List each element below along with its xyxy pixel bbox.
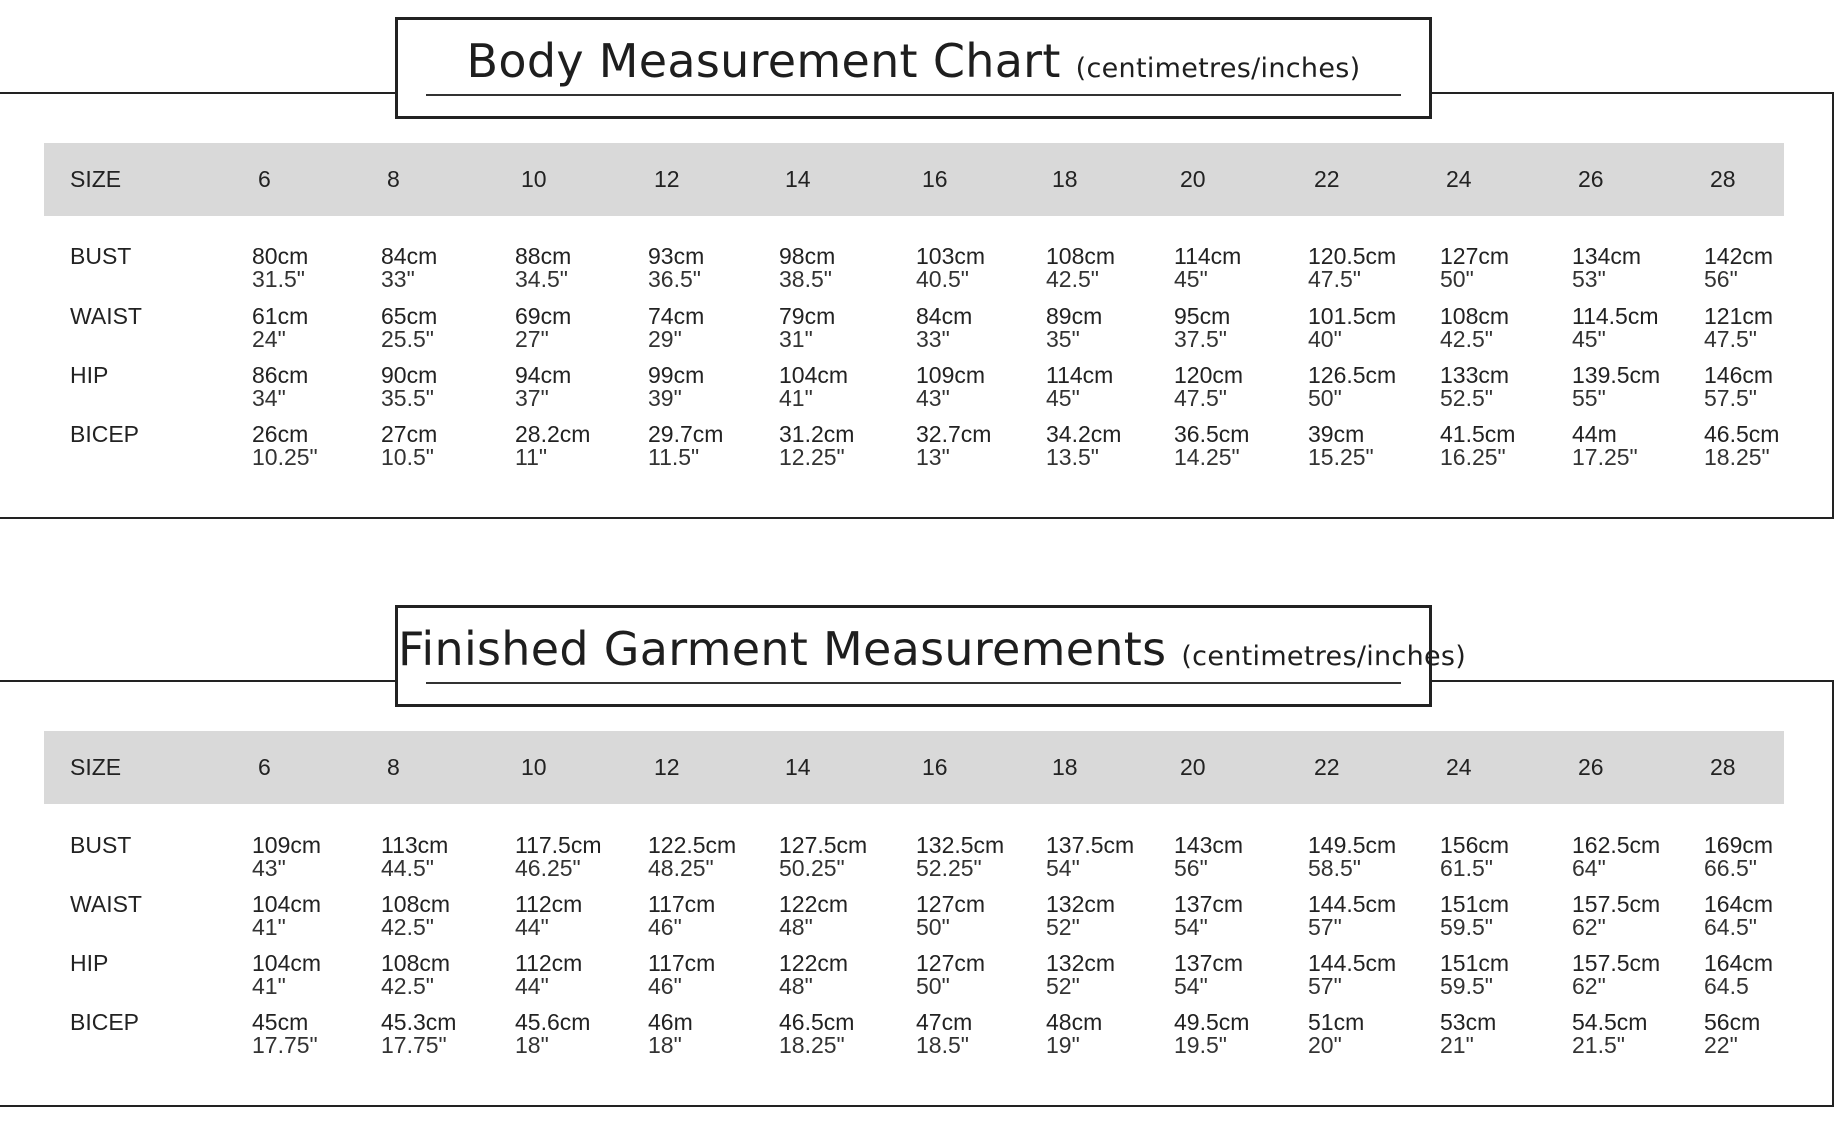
inch-value: 41" <box>252 914 286 940</box>
garment-cell-bust-18 <box>1046 834 1134 880</box>
garment-size-22: 22 <box>1314 754 1340 780</box>
garment-cell-waist-18 <box>1046 893 1115 939</box>
cm-value: 36.5cm <box>1174 421 1250 447</box>
garment-cell-bicep-10 <box>515 1011 590 1057</box>
cm-value: 45.6cm <box>515 1009 591 1035</box>
cm-value: 108cm <box>381 891 451 917</box>
body-row-label-bicep: BICEP <box>70 421 140 447</box>
cm-value: 151cm <box>1440 891 1510 917</box>
inch-value: 44" <box>515 914 549 940</box>
inch-value: 35.5" <box>381 385 434 411</box>
cm-value: 98cm <box>779 243 836 269</box>
inch-value: 19" <box>1046 1032 1080 1058</box>
inch-value: 34.5" <box>515 266 568 292</box>
cm-value: 44m <box>1572 421 1617 447</box>
inch-value: 62" <box>1572 973 1606 999</box>
inch-value: 52.25" <box>916 855 982 881</box>
inch-value: 45" <box>1174 266 1208 292</box>
inch-value: 17.25" <box>1572 444 1638 470</box>
inch-value: 35" <box>1046 326 1080 352</box>
inch-value: 46.25" <box>515 855 581 881</box>
cm-value: 127cm <box>1440 243 1510 269</box>
cm-value: 137cm <box>1174 950 1244 976</box>
garment-cell-bust-12 <box>648 834 736 880</box>
garment-cell-waist-6 <box>252 893 321 939</box>
inch-value: 36.5" <box>648 266 701 292</box>
cm-value: 122cm <box>779 891 849 917</box>
cm-value: 108cm <box>1440 303 1510 329</box>
garment-cell-hip-20 <box>1174 952 1243 998</box>
cm-value: 45cm <box>252 1009 309 1035</box>
cm-value: 133cm <box>1440 362 1510 388</box>
cm-value: 46m <box>648 1009 693 1035</box>
inch-value: 47.5" <box>1308 266 1361 292</box>
cm-value: 127.5cm <box>779 832 868 858</box>
garment-size-10: 10 <box>521 754 547 780</box>
cm-value: 46.5cm <box>1704 421 1780 447</box>
inch-value: 18.25" <box>779 1032 845 1058</box>
cm-value: 34.2cm <box>1046 421 1122 447</box>
cm-value: 26cm <box>252 421 309 447</box>
cm-value: 29.7cm <box>648 421 724 447</box>
inch-value: 45" <box>1572 326 1606 352</box>
garment-cell-waist-14 <box>779 893 848 939</box>
garment-cell-bicep-6 <box>252 1011 318 1057</box>
cm-value: 46.5cm <box>779 1009 855 1035</box>
inch-value: 11" <box>515 444 548 470</box>
cm-value: 103cm <box>916 243 986 269</box>
garment-cell-waist-28 <box>1704 893 1773 939</box>
inch-value: 66.5" <box>1704 855 1757 881</box>
cm-value: 121cm <box>1704 303 1774 329</box>
cm-value: 86cm <box>252 362 309 388</box>
garment-cell-waist-12 <box>648 893 715 939</box>
garment-cell-hip-24 <box>1440 952 1509 998</box>
cm-value: 117.5cm <box>515 832 602 858</box>
inch-value: 18.25" <box>1704 444 1770 470</box>
garment-size-16: 16 <box>922 754 948 780</box>
inch-value: 40.5" <box>916 266 969 292</box>
inch-value: 47.5" <box>1704 326 1757 352</box>
body-row-label-hip: HIP <box>70 362 109 388</box>
inch-value: 50" <box>916 973 950 999</box>
garment-size-18: 18 <box>1052 754 1078 780</box>
garment-cell-bicep-28 <box>1704 1011 1760 1057</box>
garment-chart-title <box>398 622 1467 676</box>
inch-value: 48" <box>779 914 813 940</box>
cm-value: 114.5cm <box>1572 303 1659 329</box>
garment-row-label-waist: WAIST <box>70 891 142 917</box>
inch-value: 50" <box>1308 385 1342 411</box>
cm-value: 132.5cm <box>916 832 1005 858</box>
cm-value: 65cm <box>381 303 438 329</box>
cm-value: 99cm <box>648 362 705 388</box>
cm-value: 162.5cm <box>1572 832 1661 858</box>
body-title-underline <box>426 94 1401 96</box>
cm-value: 94cm <box>515 362 572 388</box>
garment-cell-bicep-22 <box>1308 1011 1364 1057</box>
cm-value: 93cm <box>648 243 705 269</box>
inch-value: 12.25" <box>779 444 845 470</box>
cm-value: 156cm <box>1440 832 1510 858</box>
cm-value: 164cm <box>1704 950 1774 976</box>
body-row-label-bust: BUST <box>70 243 132 269</box>
cm-value: 90cm <box>381 362 438 388</box>
inch-value: 29" <box>648 326 682 352</box>
body-size-18: 18 <box>1052 166 1078 192</box>
inch-value: 64.5 <box>1704 973 1749 999</box>
inch-value: 27" <box>515 326 549 352</box>
cm-value: 117cm <box>648 950 716 976</box>
inch-value: 48.25" <box>648 855 714 881</box>
inch-value: 44.5" <box>381 855 434 881</box>
garment-title-main: Finished Garment Measurements <box>398 622 1167 676</box>
garment-cell-bust-20 <box>1174 834 1243 880</box>
cm-value: 27cm <box>381 421 438 447</box>
cm-value: 32.7cm <box>916 421 992 447</box>
cm-value: 47cm <box>916 1009 973 1035</box>
inch-value: 21" <box>1440 1032 1474 1058</box>
cm-value: 54.5cm <box>1572 1009 1648 1035</box>
body-size-28: 28 <box>1710 166 1736 192</box>
inch-value: 46" <box>648 914 682 940</box>
inch-value: 22" <box>1704 1032 1738 1058</box>
garment-cell-hip-8 <box>381 952 450 998</box>
garment-cell-hip-28 <box>1704 952 1773 998</box>
garment-title-unit: (centimetres/inches) <box>1181 641 1467 672</box>
inch-value: 15.25" <box>1308 444 1374 470</box>
inch-value: 64.5" <box>1704 914 1757 940</box>
inch-value: 34" <box>252 385 286 411</box>
body-title-box <box>395 17 1432 119</box>
inch-value: 53" <box>1572 266 1606 292</box>
inch-value: 10.5" <box>381 444 434 470</box>
cm-value: 49.5cm <box>1174 1009 1250 1035</box>
inch-value: 10.25" <box>252 444 318 470</box>
inch-value: 43" <box>252 855 286 881</box>
inch-value: 57.5" <box>1704 385 1757 411</box>
garment-cell-waist-26 <box>1572 893 1660 939</box>
cm-value: 134cm <box>1572 243 1642 269</box>
cm-value: 69cm <box>515 303 572 329</box>
inch-value: 61.5" <box>1440 855 1493 881</box>
inch-value: 38.5" <box>779 266 832 292</box>
inch-value: 42.5" <box>1440 326 1493 352</box>
cm-value: 48cm <box>1046 1009 1103 1035</box>
garment-size-24: 24 <box>1446 754 1472 780</box>
cm-value: 45.3cm <box>381 1009 457 1035</box>
garment-cell-waist-22 <box>1308 893 1396 939</box>
inch-value: 20" <box>1308 1032 1342 1058</box>
inch-value: 13" <box>916 444 950 470</box>
garment-cell-hip-6 <box>252 952 321 998</box>
body-size-10: 10 <box>521 166 547 192</box>
cm-value: 142cm <box>1704 243 1774 269</box>
body-row-label-waist: WAIST <box>70 303 142 329</box>
cm-value: 31.2cm <box>779 421 855 447</box>
cm-value: 109cm <box>252 832 322 858</box>
inch-value: 62" <box>1572 914 1606 940</box>
cm-value: 109cm <box>916 362 986 388</box>
body-size-14: 14 <box>785 166 811 192</box>
garment-title-underline <box>426 682 1401 684</box>
cm-value: 84cm <box>916 303 973 329</box>
garment-cell-bust-10 <box>515 834 602 880</box>
cm-value: 144.5cm <box>1308 950 1397 976</box>
inch-value: 57" <box>1308 973 1342 999</box>
cm-value: 61cm <box>252 303 309 329</box>
body-size-24: 24 <box>1446 166 1472 192</box>
inch-value: 42.5" <box>1046 266 1099 292</box>
cm-value: 143cm <box>1174 832 1244 858</box>
inch-value: 14.25" <box>1174 444 1240 470</box>
garment-size-26: 26 <box>1578 754 1604 780</box>
garment-cell-hip-14 <box>779 952 848 998</box>
cm-value: 84cm <box>381 243 438 269</box>
cm-value: 74cm <box>648 303 705 329</box>
inch-value: 13.5" <box>1046 444 1099 470</box>
inch-value: 54" <box>1046 855 1080 881</box>
inch-value: 59.5" <box>1440 914 1493 940</box>
garment-cell-bust-28 <box>1704 834 1773 880</box>
cm-value: 88cm <box>515 243 572 269</box>
cm-value: 56cm <box>1704 1009 1761 1035</box>
garment-cell-bicep-8 <box>381 1011 456 1057</box>
body-title-unit: (centimetres/inches) <box>1075 53 1361 84</box>
inch-value: 41" <box>252 973 286 999</box>
cm-value: 114cm <box>1046 362 1114 388</box>
inch-value: 52.5" <box>1440 385 1493 411</box>
garment-cell-hip-12 <box>648 952 715 998</box>
garment-cell-bust-14 <box>779 834 867 880</box>
garment-size-label: SIZE <box>70 754 122 780</box>
cm-value: 108cm <box>381 950 451 976</box>
cm-value: 132cm <box>1046 891 1116 917</box>
inch-value: 16.25" <box>1440 444 1506 470</box>
inch-value: 19.5" <box>1174 1032 1227 1058</box>
garment-cell-waist-8 <box>381 893 450 939</box>
garment-cell-bicep-24 <box>1440 1011 1496 1057</box>
inch-value: 18.5" <box>916 1032 969 1058</box>
cm-value: 28.2cm <box>515 421 591 447</box>
inch-value: 48" <box>779 973 813 999</box>
inch-value: 45" <box>1046 385 1080 411</box>
inch-value: 57" <box>1308 914 1342 940</box>
cm-value: 101.5cm <box>1308 303 1397 329</box>
inch-value: 31.5" <box>252 266 305 292</box>
inch-value: 54" <box>1174 973 1208 999</box>
inch-value: 44" <box>515 973 549 999</box>
cm-value: 149.5cm <box>1308 832 1397 858</box>
inch-value: 52" <box>1046 914 1080 940</box>
inch-value: 17.75" <box>381 1032 447 1058</box>
body-size-16: 16 <box>922 166 948 192</box>
cm-value: 113cm <box>381 832 449 858</box>
garment-cell-bicep-26 <box>1572 1011 1647 1057</box>
garment-cell-waist-24 <box>1440 893 1509 939</box>
inch-value: 24" <box>252 326 286 352</box>
garment-cell-hip-26 <box>1572 952 1660 998</box>
body-size-22: 22 <box>1314 166 1340 192</box>
garment-cell-bust-6 <box>252 834 321 880</box>
body-title-main: Body Measurement Chart <box>466 34 1061 88</box>
garment-cell-bicep-12 <box>648 1011 693 1057</box>
inch-value: 46" <box>648 973 682 999</box>
cm-value: 127cm <box>916 950 986 976</box>
garment-cell-hip-16 <box>916 952 985 998</box>
inch-value: 40" <box>1308 326 1342 352</box>
cm-value: 104cm <box>252 891 322 917</box>
garment-cell-bust-22 <box>1308 834 1396 880</box>
garment-size-8: 8 <box>387 754 400 780</box>
inch-value: 31" <box>779 326 813 352</box>
inch-value: 56" <box>1704 266 1738 292</box>
inch-value: 18" <box>515 1032 549 1058</box>
garment-cell-waist-20 <box>1174 893 1243 939</box>
garment-title-box <box>395 605 1467 707</box>
inch-value: 11.5" <box>648 444 700 470</box>
garment-row-label-hip: HIP <box>70 950 109 976</box>
inch-value: 18" <box>648 1032 682 1058</box>
cm-value: 104cm <box>252 950 322 976</box>
inch-value: 33" <box>916 326 950 352</box>
cm-value: 146cm <box>1704 362 1774 388</box>
garment-cell-hip-22 <box>1308 952 1396 998</box>
cm-value: 112cm <box>515 950 583 976</box>
inch-value: 59.5" <box>1440 973 1493 999</box>
garment-cell-bust-24 <box>1440 834 1509 880</box>
garment-cell-bicep-14 <box>779 1011 854 1057</box>
garment-size-12: 12 <box>654 754 680 780</box>
inch-value: 64" <box>1572 855 1606 881</box>
cm-value: 89cm <box>1046 303 1103 329</box>
cm-value: 117cm <box>648 891 716 917</box>
body-size-26: 26 <box>1578 166 1604 192</box>
cm-value: 157.5cm <box>1572 891 1661 917</box>
cm-value: 53cm <box>1440 1009 1497 1035</box>
inch-value: 54" <box>1174 914 1208 940</box>
cm-value: 39cm <box>1308 421 1365 447</box>
garment-size-14: 14 <box>785 754 811 780</box>
garment-size-20: 20 <box>1180 754 1206 780</box>
cm-value: 80cm <box>252 243 309 269</box>
cm-value: 132cm <box>1046 950 1116 976</box>
garment-row-label-bicep: BICEP <box>70 1009 140 1035</box>
body-size-20: 20 <box>1180 166 1206 192</box>
cm-value: 104cm <box>779 362 849 388</box>
garment-cell-waist-16 <box>916 893 985 939</box>
cm-value: 112cm <box>515 891 583 917</box>
inch-value: 56" <box>1174 855 1208 881</box>
garment-cell-hip-18 <box>1046 952 1115 998</box>
inch-value: 50.25" <box>779 855 845 881</box>
garment-cell-hip-10 <box>515 952 582 998</box>
inch-value: 37" <box>515 385 549 411</box>
garment-cell-waist-10 <box>515 893 582 939</box>
garment-size-header <box>44 731 1784 804</box>
inch-value: 41" <box>779 385 813 411</box>
body-size-12: 12 <box>654 166 680 192</box>
body-size-6: 6 <box>258 166 271 192</box>
cm-value: 79cm <box>779 303 836 329</box>
cm-value: 151cm <box>1440 950 1510 976</box>
cm-value: 127cm <box>916 891 986 917</box>
cm-value: 122cm <box>779 950 849 976</box>
cm-value: 144.5cm <box>1308 891 1397 917</box>
cm-value: 41.5cm <box>1440 421 1516 447</box>
cm-value: 137cm <box>1174 891 1244 917</box>
body-chart-title <box>398 34 1429 88</box>
inch-value: 33" <box>381 266 415 292</box>
garment-size-6: 6 <box>258 754 271 780</box>
cm-value: 157.5cm <box>1572 950 1661 976</box>
cm-value: 137.5cm <box>1046 832 1135 858</box>
cm-value: 51cm <box>1308 1009 1365 1035</box>
cm-value: 108cm <box>1046 243 1116 269</box>
inch-value: 17.75" <box>252 1032 318 1058</box>
cm-value: 169cm <box>1704 832 1774 858</box>
cm-value: 120.5cm <box>1308 243 1397 269</box>
inch-value: 42.5" <box>381 973 434 999</box>
inch-value: 39" <box>648 385 682 411</box>
cm-value: 126.5cm <box>1308 362 1397 388</box>
garment-cell-bust-16 <box>916 834 1004 880</box>
inch-value: 55" <box>1572 385 1606 411</box>
cm-value: 164cm <box>1704 891 1774 917</box>
cm-value: 120cm <box>1174 362 1244 388</box>
inch-value: 42.5" <box>381 914 434 940</box>
inch-value: 50" <box>916 914 950 940</box>
inch-value: 21.5" <box>1572 1032 1625 1058</box>
inch-value: 50" <box>1440 266 1474 292</box>
cm-value: 114cm <box>1174 243 1242 269</box>
body-size-8: 8 <box>387 166 400 192</box>
garment-cell-bicep-18 <box>1046 1011 1102 1057</box>
inch-value: 52" <box>1046 973 1080 999</box>
inch-value: 25.5" <box>381 326 434 352</box>
cm-value: 95cm <box>1174 303 1231 329</box>
garment-cell-bust-8 <box>381 834 448 880</box>
garment-row-label-bust: BUST <box>70 832 132 858</box>
inch-value: 58.5" <box>1308 855 1361 881</box>
garment-cell-bicep-16 <box>916 1011 972 1057</box>
cm-value: 139.5cm <box>1572 362 1661 388</box>
body-size-label: SIZE <box>70 166 122 192</box>
garment-cell-bicep-20 <box>1174 1011 1249 1057</box>
garment-cell-bust-26 <box>1572 834 1660 880</box>
inch-value: 47.5" <box>1174 385 1227 411</box>
inch-value: 43" <box>916 385 950 411</box>
cm-value: 122.5cm <box>648 832 737 858</box>
garment-size-28: 28 <box>1710 754 1736 780</box>
inch-value: 37.5" <box>1174 326 1227 352</box>
